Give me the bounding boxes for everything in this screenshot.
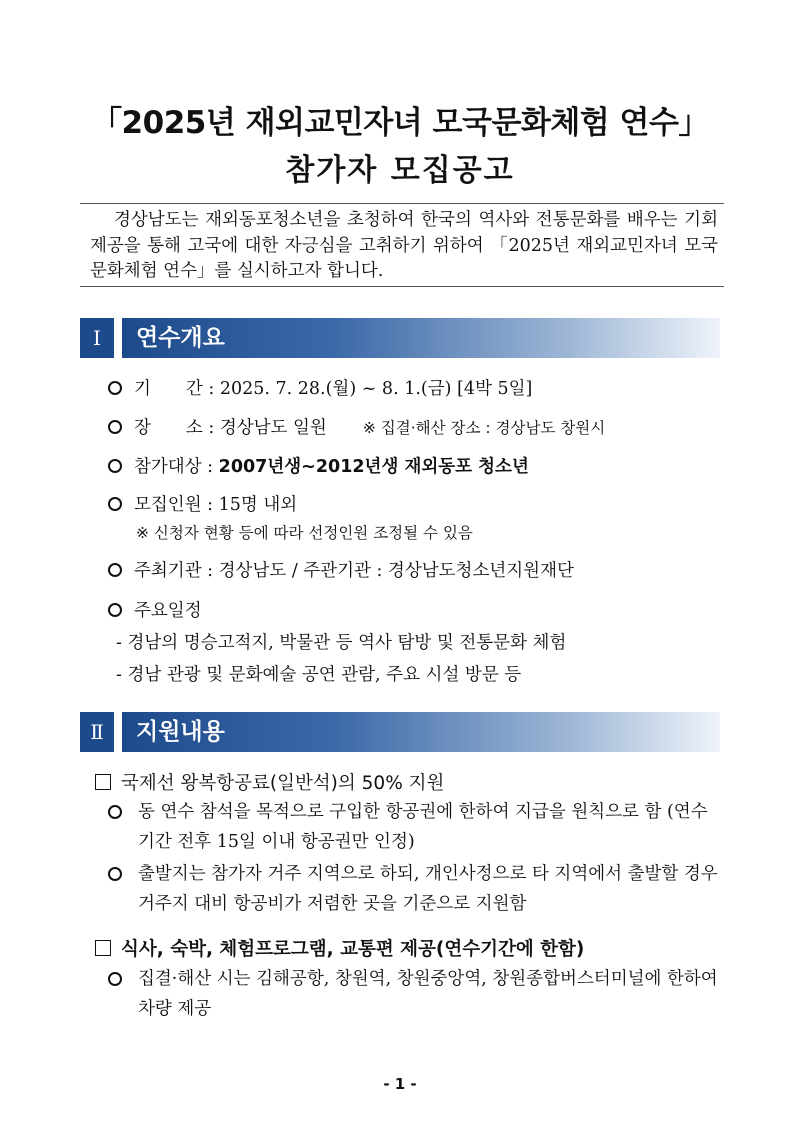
circle-bullet-icon (108, 972, 122, 986)
document-title: 「2025년 재외교민자녀 모국문화체험 연수」 (91, 105, 709, 141)
airfare-departure: 출발지는 참가자 거주 지역으로 하되, 개인사정으로 타 지역에서 출발할 경우 거주지 대비 항공비가 저렴한 곳을 기준으로 지원함 (108, 859, 722, 919)
section-header-overview (80, 318, 720, 358)
section-title: 연수개요 (136, 325, 225, 351)
support-services: 식사, 숙박, 체험프로그램, 교통편 제공(연수기간에 한함) (95, 935, 584, 961)
support-airfare: 국제선 왕복항공료(일반석)의 50% 지원 (95, 769, 444, 795)
item-place: 장 소 : 경상남도 일원 ※ 집결·해산 장소 : 경상남도 창원시 (108, 414, 605, 439)
circle-bullet-icon (108, 805, 122, 819)
schedule-line-1: - 경남의 명승고적지, 박물관 등 역사 탐방 및 전통문화 체험 (116, 633, 567, 653)
section-header-support (80, 712, 720, 752)
item-host: 주최기관 : 경상남도 / 주관기관 : 경상남도청소년지원재단 (108, 557, 574, 582)
intro-text: 경상남도는 재외동포청소년을 초청하여 한국의 역사와 전통문화를 배우는 기회 제공을 통해 고국에 대한 자긍심을 고취하기 위하여 「2025년 재외교민자녀 모국문화체험 연수」를 실시하고자 합니다. (90, 210, 718, 281)
circle-bullet-icon (108, 867, 122, 881)
square-bullet-icon (95, 940, 111, 956)
target-value: 2007년생~2012년생 재외동포 청소년 (218, 457, 529, 477)
square-bullet-icon (95, 774, 111, 790)
services-transport: 집결·해산 시는 김해공항, 창원역, 창원중앙역, 창원종합버스터미널에 한하여 차량 제공 (108, 964, 722, 1024)
page-number: - 1 - (383, 1075, 417, 1093)
circle-bullet-icon (108, 603, 122, 617)
circle-bullet-icon (108, 381, 122, 395)
circle-bullet-icon (108, 459, 122, 473)
item-recruit: 모집인원 : 15명 내외 (108, 491, 297, 516)
recruit-note: ※ 신청자 현황 등에 따라 선정인원 조정될 수 있음 (136, 524, 473, 542)
intro-box (80, 203, 724, 287)
item-period: 기 간 : 2025. 7. 28.(월) ~ 8. 1.(금) [4박 5일] (108, 375, 532, 400)
section-bar (122, 318, 720, 358)
item-schedule: 주요일정 (108, 597, 202, 622)
document-subtitle: 참가자 모집공고 (285, 153, 515, 188)
schedule-line-2: - 경남 관광 및 문화예술 공연 관람, 주요 시설 방문 등 (116, 665, 522, 685)
circle-bullet-icon (108, 497, 122, 511)
section-title: 지원내용 (136, 719, 225, 745)
circle-bullet-icon (108, 563, 122, 577)
place-note: ※ 집결·해산 장소 : 경상남도 창원시 (362, 419, 606, 437)
item-target: 참가대상 : 2007년생~2012년생 재외동포 청소년 (108, 453, 529, 478)
circle-bullet-icon (108, 420, 122, 434)
section-bar (122, 712, 720, 752)
airfare-condition: 동 연수 참석을 목적으로 구입한 항공권에 한하여 지급을 원칙으로 함 (연수 기간 전후 15일 이내 항공권만 인정) (108, 797, 722, 857)
section-number: Ⅱ (80, 712, 114, 752)
section-number: Ⅰ (80, 318, 114, 358)
